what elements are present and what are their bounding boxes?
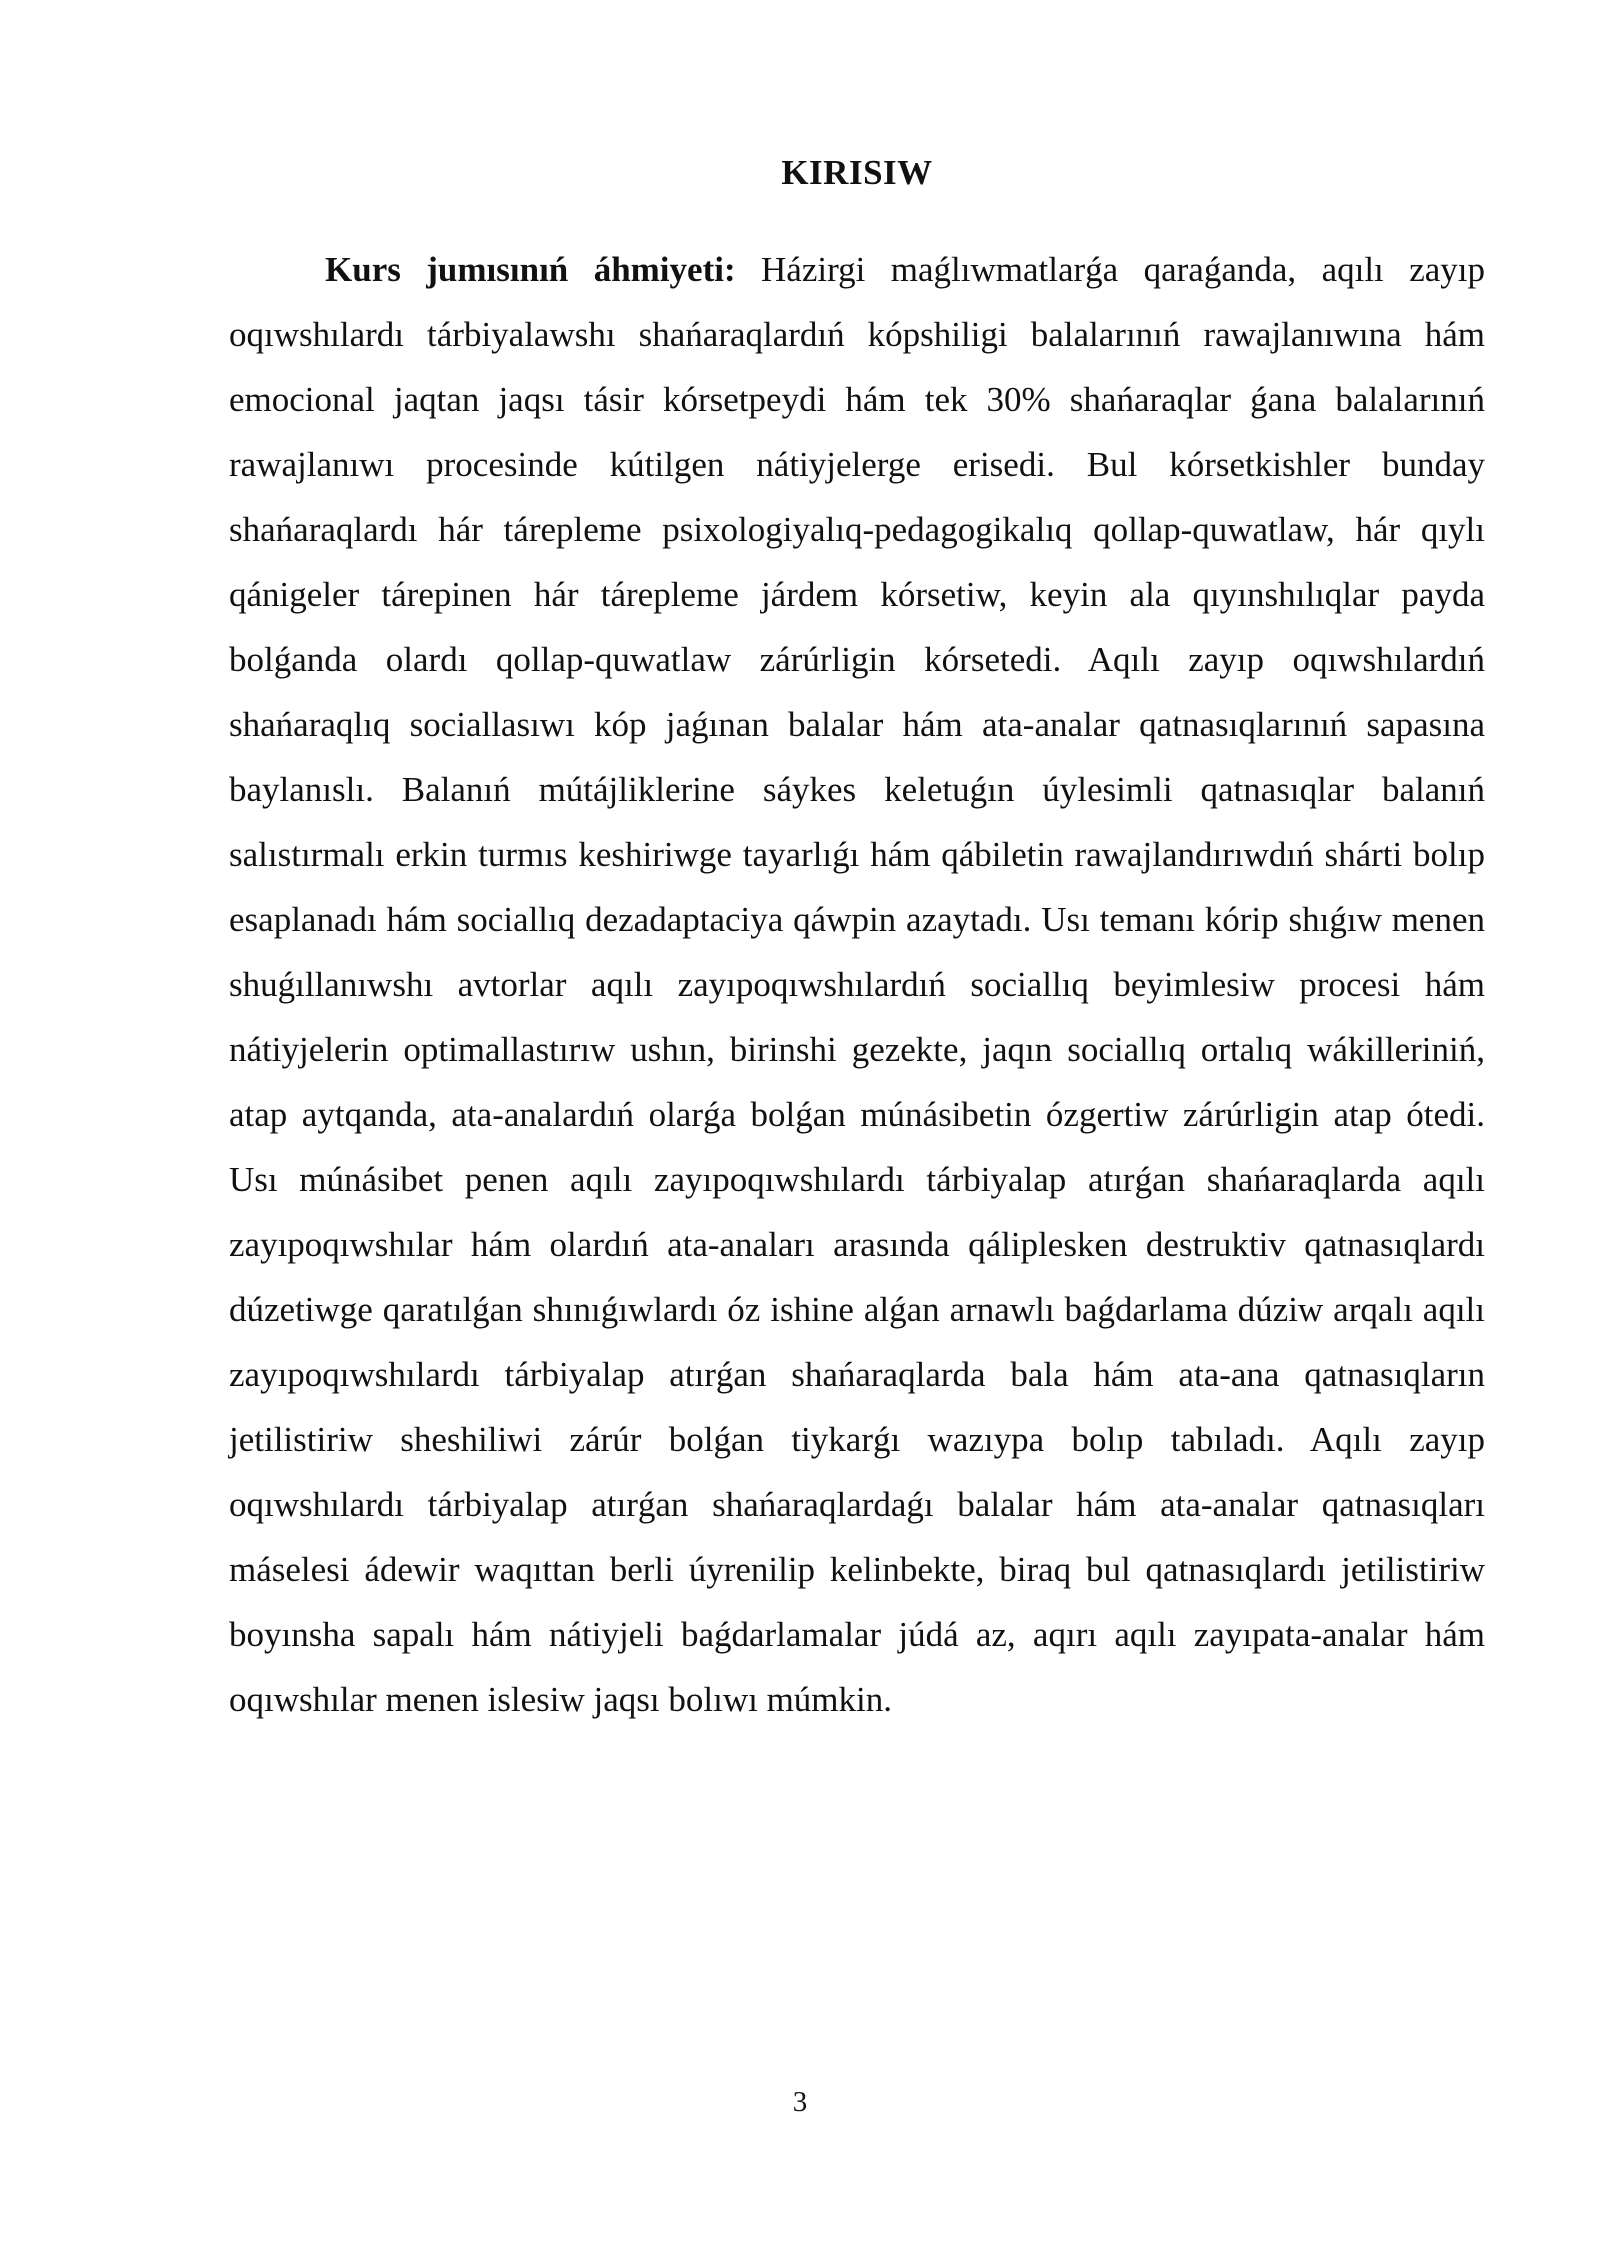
paragraph-text: Házirgi maǵlıwmatlarǵa qaraǵanda, aqılı zayıp oqıwshılardı tárbiyalawshı shańaraqlardıń kópshiligi balalarınıń rawajlanıwına hám emocional jaqtan jaqsı tásir kórsetpeydi hám tek 30% shańaraqlar ǵana balalarınıń rawajlanıwı procesinde kútilgen nátiyjelerge erisedi. Bul kórsetkishler bunday shańaraqlardı hár tárepleme psixologiyalıq-pedagogikalıq qollap-quwatlaw, hár qıylı qánigeler tárepinen hár tárepleme járdem kórsetiw, keyin ala qıyınshılıqlar payda bolǵanda olardı qollap-quwatlaw zárúrligin kórsetedi. Aqılı zayıp oqıwshılardıń shańaraqlıq sociallasıwı kóp jaǵınan balalar hám ata-analar qatnasıqlarınıń sapasına baylanıslı. Balanıń mútájliklerine sáykes keletuǵın úylesimli qatnasıqlar balanıń salıstırmalı erkin turmıs keshiriwge tayarlıǵı hám qábiletin rawajlandırıwdıń shárti bolıp esaplanadı hám sociallıq dezadaptaciya qáwpin azaytadı. Usı temanı kórip shıǵıw menen shuǵıllanıwshı avtorlar aqılı zayıpoqıwshılardıń sociallıq beyimlesiw procesi hám nátiyjelerin optimallastırıw ushın, birinshi gezekte, jaqın sociallıq ortalıq wákilleriniń, atap aytqanda, ata-analardıń olarǵa bolǵan múnásibetin ózgertiw zárúrligin atap ótedi. Usı múnásibet penen aqılı zayıpoqıwshılardı tárbiyalap atırǵan shańaraqlarda aqılı zayıpoqıwshılar hám olardıń ata-anaları arasında qáliplesken destruktiv qatnasıqlardı dúzetiwge qaratılǵan shınıǵıwlardı óz ishine alǵan arnawlı baǵdarlama dúziw arqalı aqılı zayıpoqıwshılardı tárbiyalap atırǵan shańaraqlarda bala hám ata-ana qatnasıqların jetilistiriw sheshiliwi zárúr bolǵan tiykarǵı wazıypa bolıp tabıladı. Aqılı zayıp oqıwshılardı tárbiyalap atırǵan shańaraqlardaǵı balalar hám ata-analar qatnasıqları máselesi ádewir waqıttan berli úyrenilip kelinbekte, biraq bul qatnasıqlardı jetilistiriw boyınsha sapalı hám nátiyjeli baǵdarlamalar júdá az, aqırı aqılı zayıpata-analar hám oqıwshılar menen islesiw jaqsı bolıwı múmkin. xyxy=(229,250,1485,1719)
body-paragraph xyxy=(229,237,1485,1732)
paragraph-lead: Kurs jumısınıń áhmiyeti: xyxy=(325,250,736,289)
section-heading: KIRISIW xyxy=(781,153,933,192)
page-number: 3 xyxy=(792,2086,808,2118)
